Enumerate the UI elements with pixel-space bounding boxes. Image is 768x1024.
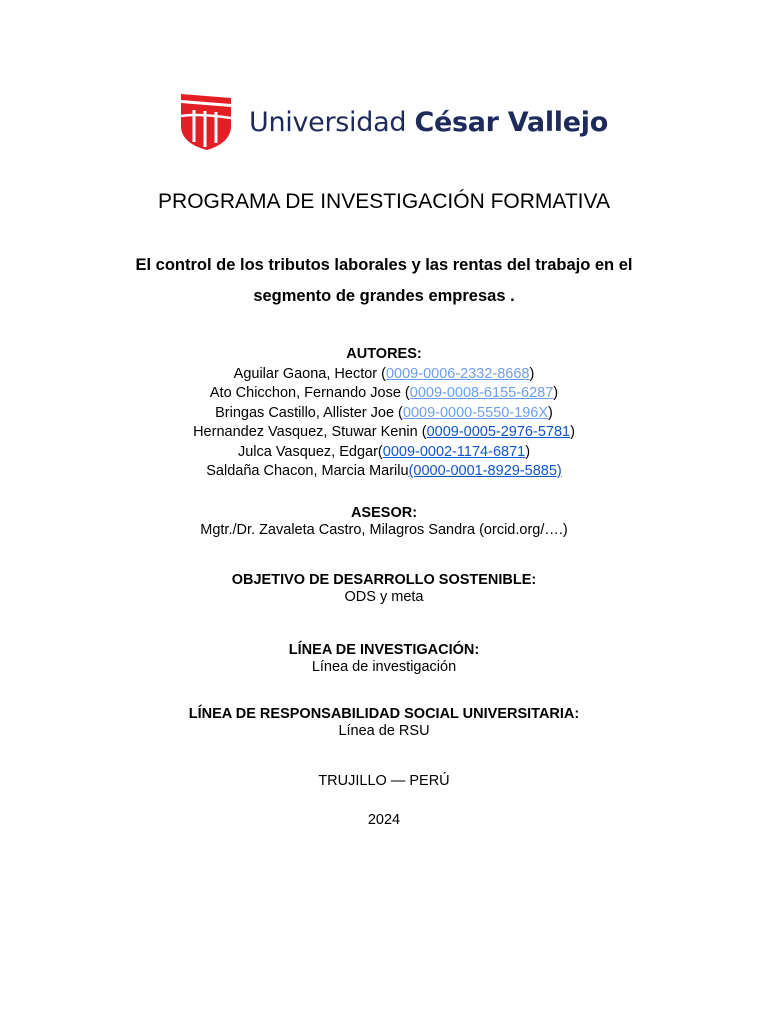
research-title (0, 250, 768, 312)
author-close: ) (525, 443, 531, 460)
author-line (0, 404, 768, 424)
research-line-section (0, 642, 768, 676)
author-name: Aguilar Gaona, Hector ( (233, 365, 386, 382)
authors-section (0, 345, 768, 482)
year: 2024 (367, 812, 401, 828)
ods-heading: OBJETIVO DE DESARROLLO SOSTENIBLE: (231, 572, 537, 588)
university-logo (181, 94, 608, 150)
advisor-value: Mgtr./Dr. Zavaleta Castro, Milagros Sandra (orcid.org/….) (200, 522, 568, 538)
authors-heading: AUTORES: (346, 346, 422, 362)
rsu-line-value: Línea de RSU (338, 723, 430, 739)
author-line (0, 384, 768, 404)
orcid-link[interactable]: 0009-0000-5550-196X (402, 404, 549, 421)
author-line (0, 365, 768, 385)
author-close: ) (529, 365, 535, 382)
university-name-regular: Universidad (249, 106, 415, 138)
author-close: ) (570, 424, 575, 440)
author-line (0, 443, 768, 463)
author-close: ) (553, 385, 559, 401)
orcid-link[interactable]: 0009-0008-6155-6287 (409, 385, 554, 401)
ucv-shield-logo-icon (181, 94, 231, 150)
author-line (0, 423, 768, 443)
orcid-link[interactable]: 0009-0005-2976-5781 (426, 424, 571, 440)
author-name: Bringas Castillo, Allister Joe ( (215, 404, 403, 421)
orcid-link[interactable]: 0009-0006-2332-8668 (385, 365, 530, 382)
author-name: Saldaña Chacon, Marcia Marilu (206, 463, 409, 479)
orcid-link[interactable]: (0000-0001-8929-5885) (408, 463, 562, 479)
university-name (249, 107, 608, 138)
ods-section (0, 572, 768, 606)
research-line-heading: LÍNEA DE INVESTIGACIÓN: (288, 642, 480, 658)
author-name: Julca Vasquez, Edgar( (237, 443, 383, 460)
program-title: PROGRAMA DE INVESTIGACIÓN FORMATIVA (158, 190, 610, 213)
author-name: Ato Chicchon, Fernando Jose ( (209, 385, 410, 401)
university-name-bold: César Vallejo (414, 106, 608, 138)
author-close: ) (548, 404, 553, 421)
orcid-link[interactable]: 0009-0002-1174-6871 (382, 443, 526, 460)
research-line-value: Línea de investigación (311, 659, 457, 675)
rsu-line-section (0, 706, 768, 740)
advisor-heading: ASESOR: (350, 505, 418, 521)
author-name: Hernandez Vasquez, Stuwar Kenin ( (193, 424, 427, 440)
research-title-line-2: segmento de grandes empresas . (253, 287, 515, 305)
author-line (0, 462, 768, 482)
ods-value: ODS y meta (344, 589, 424, 605)
rsu-line-heading: LÍNEA DE RESPONSABILIDAD SOCIAL UNIVERSITARIA: (188, 706, 580, 722)
advisor-section (0, 505, 768, 539)
research-title-line-1: El control de los tributos laborales y las rentas del trabajo en el (135, 256, 633, 274)
city-country: TRUJILLO — PERÚ (318, 773, 450, 789)
